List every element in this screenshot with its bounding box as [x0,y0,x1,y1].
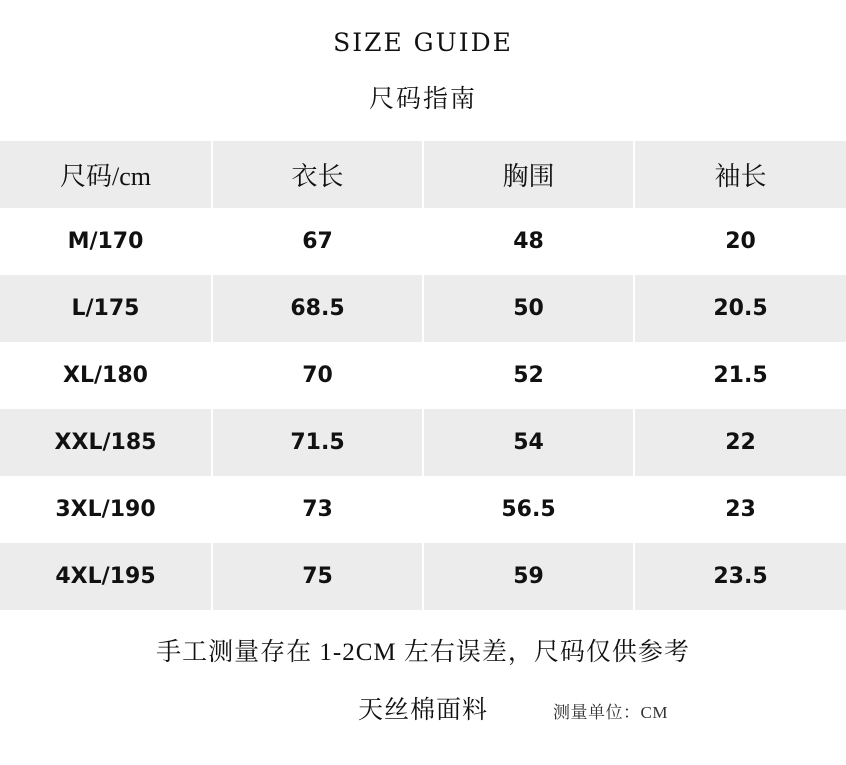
cell-bust: 52 [423,342,634,409]
cell-bust: 54 [423,409,634,476]
table-row [0,543,846,610]
table-row [0,476,846,543]
fabric-label: 天丝棉面料 [357,697,488,724]
table-header-row [0,141,846,208]
page-title-en: SIZE GUIDE [333,28,513,57]
column-header-bust: 胸围 [423,141,634,208]
cell-length: 71.5 [212,409,423,476]
table-row [0,275,846,342]
unit-label: 测量单位：CM [553,703,668,722]
measurement-note: 手工测量存在 1-2CM 左右误差，尺码仅供参考 [156,639,690,666]
page-title-cn: 尺码指南 [368,86,477,113]
cell-size: XL/180 [0,342,212,409]
cell-sleeve: 23 [634,476,846,543]
size-table [0,141,846,610]
cell-sleeve: 22 [634,409,846,476]
cell-length: 73 [212,476,423,543]
table-row [0,208,846,275]
cell-size: 4XL/195 [0,543,212,610]
cell-sleeve: 21.5 [634,342,846,409]
cell-size: M/170 [0,208,212,275]
cell-length: 70 [212,342,423,409]
cell-bust: 59 [423,543,634,610]
column-header-sleeve: 袖长 [634,141,846,208]
cell-size: 3XL/190 [0,476,212,543]
cell-bust: 50 [423,275,634,342]
cell-sleeve: 20.5 [634,275,846,342]
cell-size: XXL/185 [0,409,212,476]
cell-sleeve: 23.5 [634,543,846,610]
size-guide-page [0,28,846,765]
table-row [0,342,846,409]
footer [0,690,846,730]
cell-sleeve: 20 [634,208,846,275]
column-header-length: 衣长 [212,141,423,208]
column-header-size: 尺码/cm [0,141,212,208]
cell-length: 67 [212,208,423,275]
cell-bust: 48 [423,208,634,275]
cell-size: L/175 [0,275,212,342]
cell-length: 68.5 [212,275,423,342]
cell-bust: 56.5 [423,476,634,543]
cell-length: 75 [212,543,423,610]
table-row [0,409,846,476]
